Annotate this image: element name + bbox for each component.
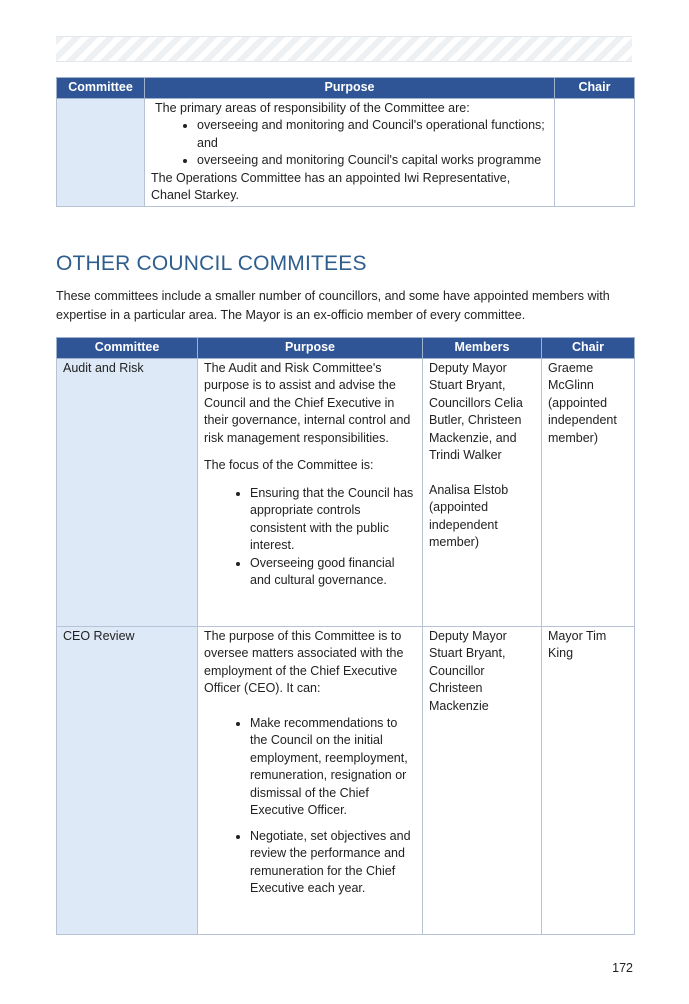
table-row [57, 98, 635, 206]
header-committee: Committee [57, 78, 145, 99]
chair-cell: Mayor Tim King [542, 626, 635, 934]
purpose-bullet: • overseeing and monitoring and Council's operational functions; and [197, 117, 548, 152]
purpose-paragraph: The Audit and Risk Committee's purpose is to assist and advise the Council and the Chief Executive in their governance, internal control and risk management responsibilities. [204, 360, 411, 445]
header-members: Members [423, 338, 542, 359]
purpose-bullet: • Negotiate, set objectives and review the performance and remuneration for the Chief Executive each year. [250, 828, 416, 898]
operations-committee-table [56, 77, 635, 207]
purpose-bullet-list [204, 715, 416, 898]
members-paragraph: Deputy Mayor Stuart Bryant, Councillors Celia Butler, Christeen Mackenzie, and Trindi Walker [429, 360, 523, 462]
header-chair: Chair [542, 338, 635, 359]
chair-cell [555, 98, 635, 206]
purpose-intro: The primary areas of responsibility of the Committee are: [155, 100, 470, 115]
purpose-outro: The Operations Committee has an appointed Iwi Representative, Chanel Starkey. [151, 170, 511, 202]
purpose-cell [198, 626, 423, 934]
committee-cell: CEO Review [57, 626, 198, 934]
table-header-row [57, 78, 635, 99]
page-number: 172 [612, 961, 633, 975]
purpose-cell [198, 358, 423, 626]
table-row [57, 626, 635, 934]
table-header-row [57, 338, 635, 359]
section-intro: These committees include a smaller number of councillors, and some have appointed members with expertise in a particular area. The Mayor is an ex-officio member of every committee. [56, 289, 610, 322]
purpose-paragraph: The focus of the Committee is: [204, 458, 374, 472]
purpose-cell [145, 98, 555, 206]
header-committee: Committee [57, 338, 198, 359]
section-heading: OTHER COUNCIL COMMITEES [56, 252, 367, 275]
purpose-bullet-list [204, 485, 416, 590]
chair-cell: Graeme McGlinn (appointed independent member) [542, 358, 635, 626]
purpose-bullet: • Overseeing good financial and cultural governance. [250, 555, 416, 590]
header-purpose: Purpose [145, 78, 555, 99]
purpose-bullet-list [151, 117, 548, 170]
committee-cell [57, 98, 145, 206]
header-purpose: Purpose [198, 338, 423, 359]
purpose-bullet: • Ensuring that the Council has appropriate controls consistent with the public interest. [250, 485, 416, 555]
header-chair: Chair [555, 78, 635, 99]
header-banner [56, 36, 632, 62]
members-cell: Deputy Mayor Stuart Bryant, Councillor Christeen Mackenzie [423, 626, 542, 934]
table-row [57, 358, 635, 626]
members-cell [423, 358, 542, 626]
committee-cell: Audit and Risk [57, 358, 198, 626]
members-paragraph: Analisa Elstob (appointed independent member) [429, 482, 509, 549]
purpose-paragraph: The purpose of this Committee is to oversee matters associated with the employment of the Chief Executive Officer (CEO). It can: [204, 628, 404, 695]
purpose-bullet: • overseeing and monitoring Council's capital works programme [197, 152, 548, 170]
other-committees-table [56, 337, 635, 935]
purpose-bullet: • Make recommendations to the Council on the initial employment, reemployment, remuneration, resignation or dismissal of the Chief Executive Officer. [250, 715, 416, 820]
